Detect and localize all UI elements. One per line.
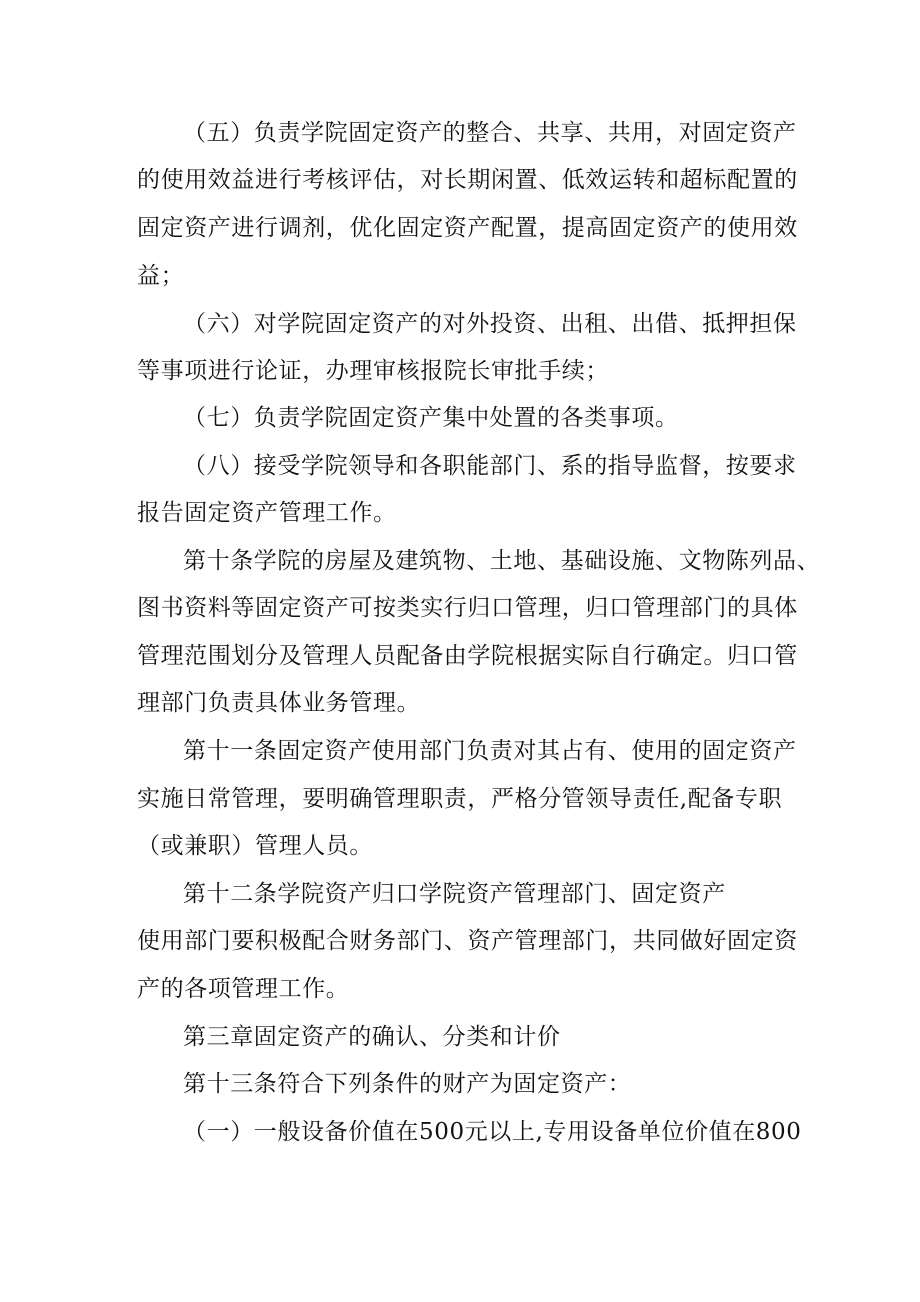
chapter-3-heading: 第三章固定资产的确认、分类和计价 — [183, 1024, 561, 1050]
article-10-line-4: 理部门负责具体业务管理。 — [137, 690, 421, 716]
paragraph-6-line-1: （六）对学院固定资产的对外投资、出租、出借、抵押担保 — [183, 311, 797, 337]
paragraph-5-line-4: 益； — [137, 263, 185, 289]
paragraph-5-line-2: 的使用效益进行考核评估，对长期闲置、低效运转和超标配置的 — [137, 167, 798, 193]
article-11-line-1: 第十一条固定资产使用部门负责对其占有、使用的固定资产 — [183, 738, 797, 764]
article-11-line-2: 实施日常管理，要明确管理职责，严格分管领导责任,配备专职 — [137, 786, 783, 812]
paragraph-8-line-1: （八）接受学院领导和各职能部门、系的指导监督，按要求 — [183, 453, 797, 479]
article-10-line-2: 图书资料等固定资产可按类实行归口管理，归口管理部门的具体 — [137, 595, 798, 621]
article-10-line-3: 管理范围划分及管理人员配备由学院根据实际自行确定。归口管 — [137, 643, 798, 669]
paragraph-7-line-1: （七）负责学院固定资产集中处置的各类事项。 — [183, 405, 679, 431]
article-13-item-1-line-1: （一）一般设备价值在500元以上,专用设备单位价值在800 — [183, 1119, 802, 1145]
article-12-line-2: 使用部门要积极配合财务部门、资产管理部门，共同做好固定资 — [137, 928, 798, 954]
article-12-line-1: 第十二条学院资产归口学院资产管理部门、固定资产 — [183, 881, 726, 907]
paragraph-6-line-2: 等事项进行论证，办理审核报院长审批手续； — [137, 358, 609, 384]
article-11-line-3: （或兼职）管理人员。 — [137, 833, 373, 859]
article-12-line-3: 产的各项管理工作。 — [137, 976, 350, 1002]
paragraph-5-line-1: （五）负责学院固定资产的整合、共享、共用，对固定资产 — [183, 120, 797, 146]
paragraph-8-line-2: 报告固定资产管理工作。 — [137, 500, 397, 526]
article-13-line-1: 第十三条符合下列条件的财产为固定资产： — [183, 1071, 632, 1097]
article-10-line-1: 第十条学院的房屋及建筑物、土地、基础设施、文物陈列品、 — [183, 548, 821, 574]
paragraph-5-line-3: 固定资产进行调剂，优化固定资产配置，提高固定资产的使用效 — [137, 215, 798, 241]
